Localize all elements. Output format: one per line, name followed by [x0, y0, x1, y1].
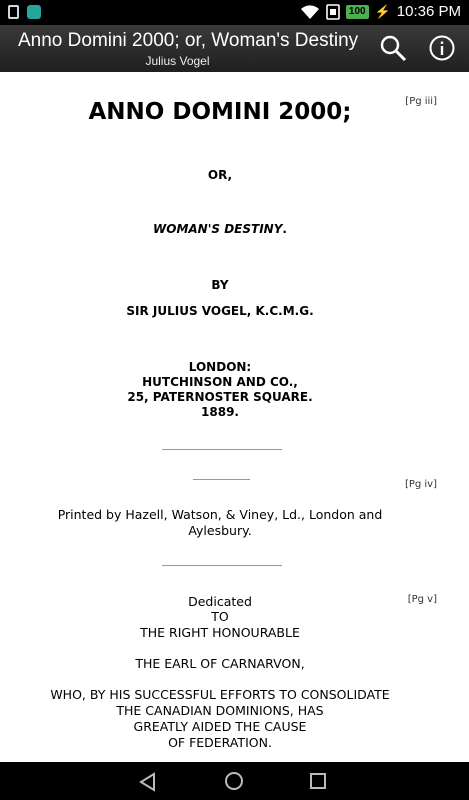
- sim-card-icon: [326, 4, 340, 20]
- recent-apps-icon[interactable]: [309, 772, 327, 790]
- back-icon[interactable]: [138, 772, 158, 792]
- battery-icon: 100: [346, 5, 369, 19]
- app-bar: [0, 25, 469, 72]
- federation-line: OF FEDERATION.: [168, 735, 272, 750]
- earl-line: THE EARL OF CARNARVON,: [135, 656, 305, 671]
- dedication-line: THE RIGHT HONOURABLE: [140, 625, 300, 640]
- printer-line: Aylesbury.: [188, 523, 252, 538]
- divider: [162, 565, 282, 566]
- home-icon[interactable]: [224, 771, 244, 791]
- dedication-line: Dedicated: [188, 594, 252, 609]
- info-icon[interactable]: [428, 34, 456, 62]
- app-notification-icon: [27, 5, 41, 19]
- book-title: ANNO DOMINI 2000;: [88, 99, 352, 125]
- status-time: 10:36 PM: [396, 3, 461, 20]
- publisher-line: LONDON:: [188, 360, 252, 374]
- publisher-line: 1889.: [201, 405, 239, 419]
- book-content[interactable]: [0, 72, 469, 762]
- charging-icon: ⚡: [374, 3, 391, 19]
- app-subtitle: Julius Vogel: [145, 54, 210, 68]
- publisher-line: HUTCHINSON AND CO.,: [142, 375, 298, 389]
- federation-line: GREATLY AIDED THE CAUSE: [133, 719, 307, 734]
- navigation-bar: [0, 762, 469, 800]
- publisher-line: 25, PATERNOSTER SQUARE.: [127, 390, 313, 404]
- page-marker-iv: [Pg iv]: [404, 479, 437, 490]
- search-icon[interactable]: [378, 33, 408, 63]
- federation-line: THE CANADIAN DOMINIONS, HAS: [116, 703, 324, 718]
- author-name: SIR JULIUS VOGEL, K.C.M.G.: [126, 304, 314, 318]
- book-subtitle: WOMAN'S DESTINY.: [153, 222, 287, 236]
- page-marker-iii: [Pg iii]: [405, 96, 437, 107]
- divider: [162, 449, 282, 450]
- or-text: OR,: [207, 168, 233, 182]
- divider: [193, 479, 250, 480]
- dedication-line: TO: [211, 609, 229, 624]
- by-text: BY: [211, 278, 229, 292]
- phone-notification-icon: [8, 5, 19, 19]
- printer-line: Printed by Hazell, Watson, & Viney, Ld., London and: [57, 507, 383, 522]
- wifi-icon: [300, 4, 320, 20]
- federation-line: WHO, BY HIS SUCCESSFUL EFFORTS TO CONSOLIDATE: [50, 687, 390, 702]
- page-marker-v: [Pg v]: [407, 594, 437, 605]
- status-bar: [0, 0, 469, 25]
- app-title: Anno Domini 2000; or, Woman's Destiny: [18, 30, 359, 51]
